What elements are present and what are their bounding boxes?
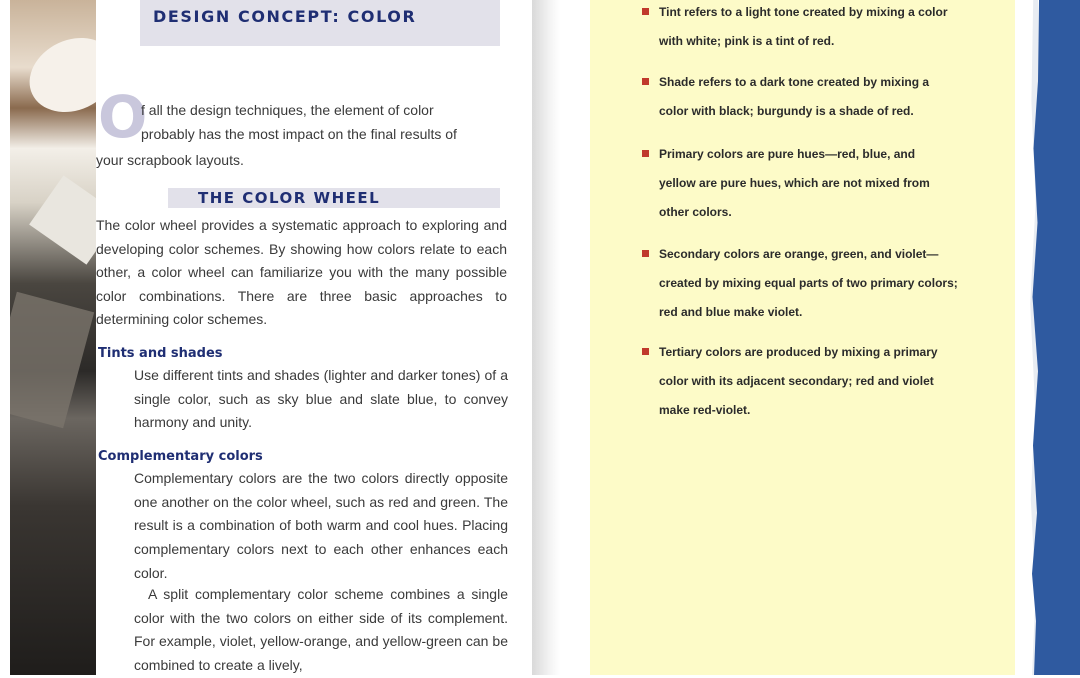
section-bar — [168, 188, 500, 208]
bullet-line: Tertiary colors are produced by mixing a primary — [659, 345, 938, 359]
photo-highlight — [17, 24, 96, 125]
bullet-line: with white; pink is a tint of red. — [659, 34, 835, 48]
bullet-line: Secondary colors are orange, green, and violet— — [659, 247, 939, 261]
bullet-line: Tint refers to a light tone created by mixing a color — [659, 5, 948, 19]
photo-shadow — [10, 292, 94, 429]
bullet-square-icon — [642, 78, 649, 85]
intro-line: probably has the most impact on the final results of — [141, 126, 457, 142]
bullet-line: yellow are pure hues, which are not mixed from — [659, 176, 930, 190]
bullet-square-icon — [642, 250, 649, 257]
color-wheel-paragraph: The color wheel provides a systematic approach to exploring and developing color schemes. By showing how colors relate to each other, a color wheel can familiarize you with the many possible color combinations. There are three basic approaches to determining color schemes. — [96, 217, 507, 328]
bullet-square-icon — [642, 348, 649, 355]
page-title: DESIGN CONCEPT: COLOR — [153, 7, 417, 26]
bullet-line: other colors. — [659, 205, 732, 219]
section-title: THE COLOR WHEEL — [198, 189, 381, 207]
left-page — [96, 0, 532, 675]
bullet-line: Shade refers to a dark tone created by mixing a — [659, 75, 930, 89]
photo-paper — [29, 175, 96, 264]
bullet-line: color with black; burgundy is a shade of red. — [659, 104, 914, 118]
bullet-line: created by mixing equal parts of two primary colors; — [659, 276, 958, 290]
bullet-line: Primary colors are pure hues—red, blue, and — [659, 147, 916, 161]
bullet-line: make red-violet. — [659, 403, 751, 417]
photo-strip — [10, 0, 96, 675]
tints-paragraph: Use different tints and shades (lighter and darker tones) of a single color, such as sky blue and slate blue, to convey harmony and unity. — [134, 367, 508, 431]
bullet-square-icon — [642, 8, 649, 15]
bullet-line: red and blue make violet. — [659, 305, 803, 319]
drop-cap: O — [98, 83, 148, 151]
bullet-square-icon — [642, 150, 649, 157]
intro-text — [141, 98, 505, 146]
book-spine — [532, 0, 560, 675]
tints-heading: Tints and shades — [98, 346, 223, 361]
complementary-heading: Complementary colors — [98, 449, 263, 464]
bullet-line: color with its adjacent secondary; red and violet — [659, 374, 934, 388]
intro-line: f all the design techniques, the element of color — [141, 102, 434, 118]
complementary-paragraph: Complementary colors are the two colors directly opposite one another on the color wheel, such as red and green. The result is a combination of both warm and cool hues. Placing complementary colors next to each other enhances each color. — [134, 470, 508, 581]
title-bar — [140, 0, 500, 46]
split-paragraph: A split complementary color scheme combines a single color with the two colors on either side of its complement. For example, violet, yellow-orange, and yellow-green can be combined to create a lively, — [134, 586, 508, 674]
intro-last-line: your scrapbook layouts. — [96, 152, 244, 168]
blue-torn-border — [1030, 0, 1080, 675]
